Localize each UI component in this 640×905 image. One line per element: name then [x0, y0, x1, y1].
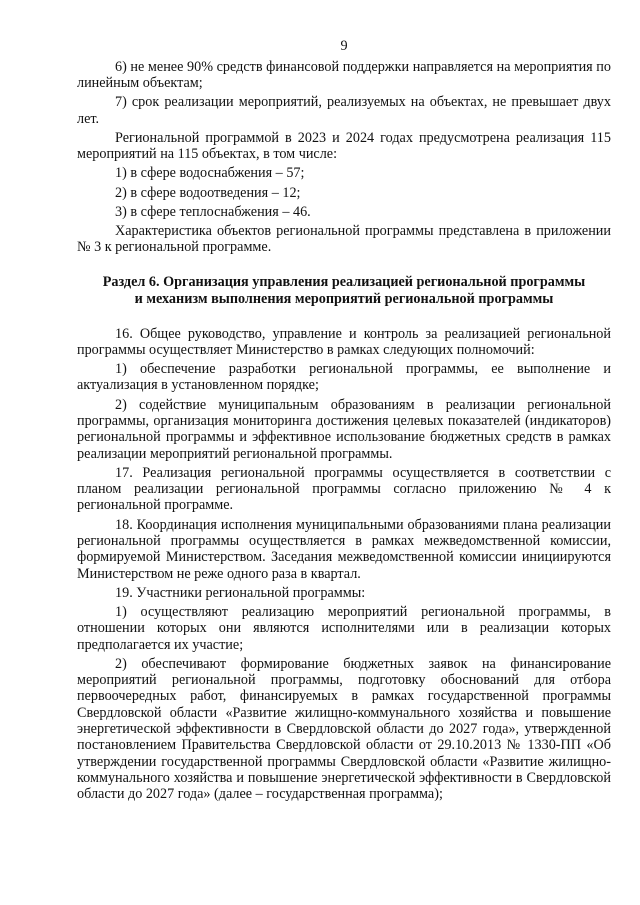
section-heading-line1: Раздел 6. Организация управления реализацией региональной программы — [102, 273, 586, 290]
list-item: 1) осуществляют реализацию мероприятий региональной программы, в отношении которых они являются исполнителями или в реализации которых предполагается их участие; — [77, 603, 611, 653]
list-item: 1) в сфере водоснабжения – 57; — [115, 165, 305, 182]
paragraph: 6) не менее 90% средств финансовой поддержки направляется на мероприятия по линейным объектам; — [77, 59, 611, 92]
paragraph: 7) срок реализации мероприятий, реализуемых на объектах, не превышает двух лет. — [77, 94, 611, 127]
list-item: 2) содействие муниципальным образованиям в реализации региональной программы, организация мониторинга достижения целевых показателей (индикаторов) региональной программы и эффективное использование бюджетных средств в рамках реализации мероприятий региональной программы. — [77, 396, 611, 462]
section-heading — [77, 274, 611, 308]
document-page — [77, 0, 611, 806]
paragraph: 16. Общее руководство, управление и контроль за реализацией региональной программы осуществляет Министерство в рамках следующих полномочий: — [77, 325, 611, 358]
paragraph: 17. Реализация региональной программы осуществляется в соответствии с планом реализации региональной программы согласно приложению № 4 к региональной программе. — [77, 464, 611, 514]
list-item: 1) обеспечение разработки региональной программы, ее выполнение и актуализация в установленном порядке; — [77, 361, 611, 394]
list-item: 2) в сфере водоотведения – 12; — [115, 184, 301, 201]
paragraph: 18. Координация исполнения муниципальными образованиями плана реализации региональной программы осуществляется в рамках межведомственной комиссии, формируемой Министерством. Заседания межведомственной комиссии инициируются Министерством не реже одного раза в квартал. — [77, 516, 611, 582]
paragraph: Региональной программой в 2023 и 2024 годах предусмотрена реализация 115 мероприятий на 115 объектах, в том числе: — [77, 129, 611, 163]
paragraph: 19. Участники региональной программы: — [115, 584, 366, 601]
paragraph: Характеристика объектов региональной программы представлена в приложении № 3 к региональной программе. — [77, 222, 611, 256]
page-number: 9 — [340, 38, 348, 54]
list-item: 2) обеспечивают формирование бюджетных заявок на финансирование мероприятий региональной программы, подготовку обоснований для отбора первоочередных работ, финансируемых в рамках государственной программы Свердловской области «Развитие жилищно-коммунального хозяйства и повышение энергетической эффективности в Свердловской области до 2027 года», утвержденной постановлением Правительства Свердловской области от 29.10.2013 № 1330-ПП «Об утверждении государственной программы Свердловской области «Развитие жилищно-коммунального хозяйства и повышение энергетической эффективности в Свердловской области до 2027 года» (далее – государственная программа); — [77, 655, 611, 803]
section-heading-line2: и механизм выполнения мероприятий региональной программы — [134, 290, 554, 307]
list-item: 3) в сфере теплоснабжения – 46. — [115, 203, 311, 220]
